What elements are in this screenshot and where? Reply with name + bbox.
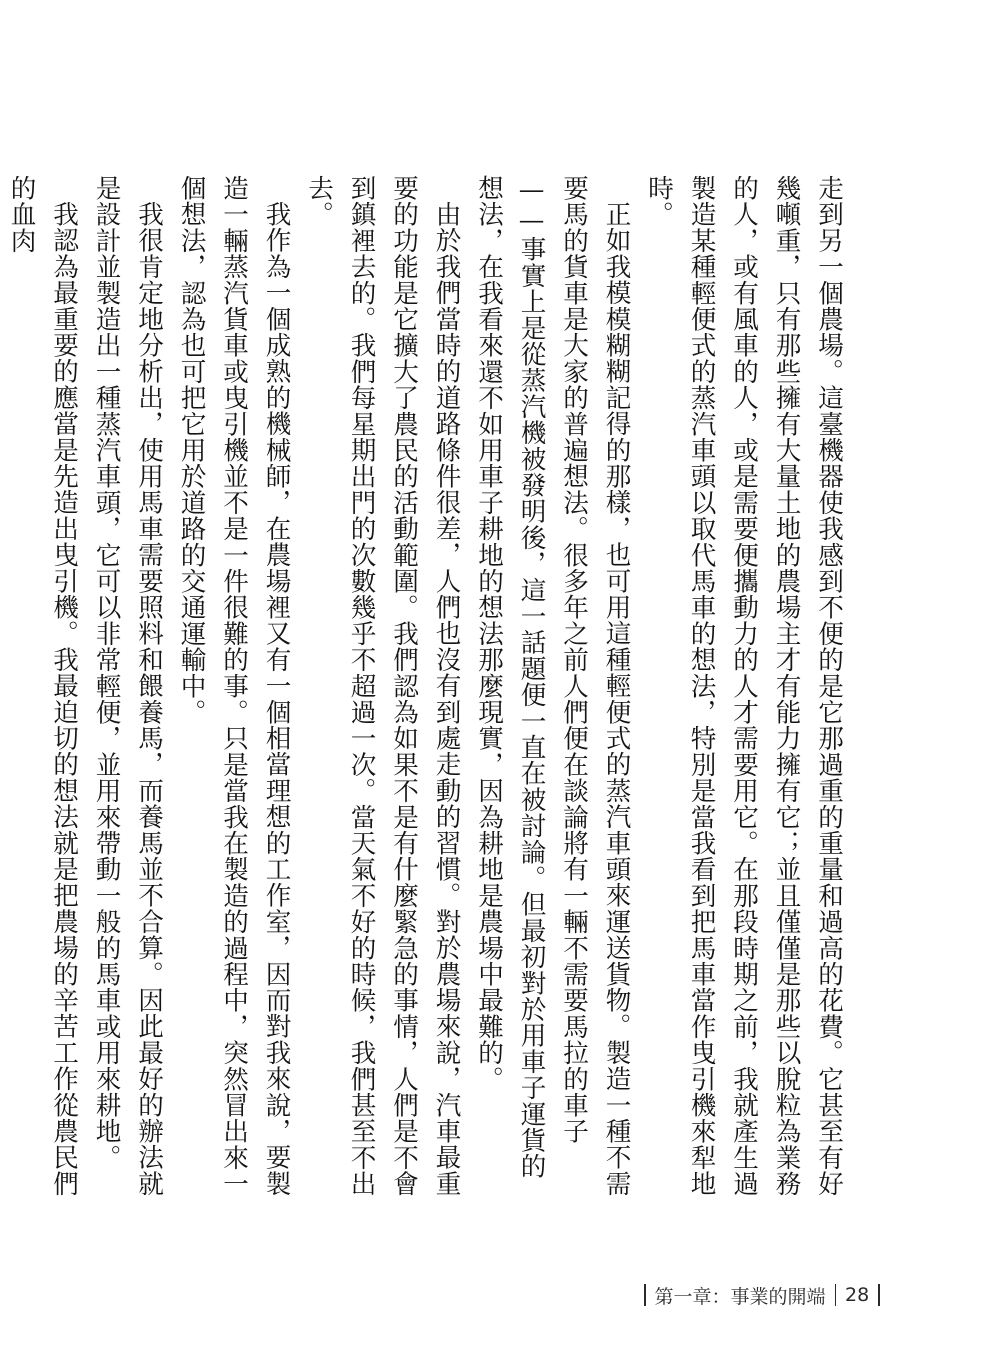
paragraph-6: 我認為最重要的應當是先造出曳引機。我最迫切的想法就是把農場的辛苦工作從農民們的血肉 <box>6 175 79 1197</box>
page-number: 28 <box>845 1284 870 1306</box>
paragraph-5: 我很肯定地分析出，使用馬車需要照料和餵養馬，而養馬並不合算。因此最好的辦法就是設計並製造出一種蒸汽車頭，它可以非常輕便，並用來帶動一般的馬車或用來耕地。 <box>91 175 164 1197</box>
paragraph-4: 我作為一個成熟的機械師，在農場裡又有一個相當理想的工作室，因而對我來說，要製造一輛蒸汽貨車或曳引機並不是一件很難的事。只是當我在製造的過程中，突然冒出來一個想法，認為也可把它用於道路的交通運輸中。 <box>176 175 292 1197</box>
divider-bar-right <box>878 1284 880 1306</box>
divider-bar-middle <box>835 1284 837 1306</box>
divider-bar-left <box>644 1284 646 1306</box>
chapter-title: 第一章：事業的開端 <box>654 1285 826 1308</box>
page-footer <box>644 1280 884 1310</box>
vertical-text-body <box>6 175 850 1203</box>
paragraph-2: 正如我模模糊糊記得的那樣，也可用這種輕便式的蒸汽車頭來運送貨物。製造一種不需要馬的貨車是大家的普遍想法。很多年之前人們便在談論將有一輛不需要馬拉的車子——事實上是從蒸汽機被發明後，這一話題便一直在被討論。但最初對於用車子運貨的想法，在我看來還不如用車子耕地的想法那麼現實，因為耕地是農場中最難的。 <box>474 175 632 1197</box>
paragraph-1: 走到另一個農場。這臺機器使我感到不便的是它那過重的重量和過高的花費。它甚至有好幾噸重，只有那些擁有大量土地的農場主才有能力擁有它；並且僅僅是那些以脫粒為業務的人，或有風車的人，或是需要便攜動力的人才需要用它。在那段時期之前，我就產生過製造某種輕便式的蒸汽車頭以取代馬車的想法，特別是當我看到把馬車當作曳引機來犁地時。 <box>644 175 844 1197</box>
paragraph-3: 由於我們當時的道路條件很差，人們也沒有到處走動的習慣。對於農場來說，汽車最重要的功能是它擴大了農民的活動範圍。我們認為如果不是有什麼緊急的事情，人們是不會到鎮裡去的。我們每星期出門的次數幾乎不超過一次。當天氣不好的時候，我們甚至不出去。 <box>304 175 462 1197</box>
